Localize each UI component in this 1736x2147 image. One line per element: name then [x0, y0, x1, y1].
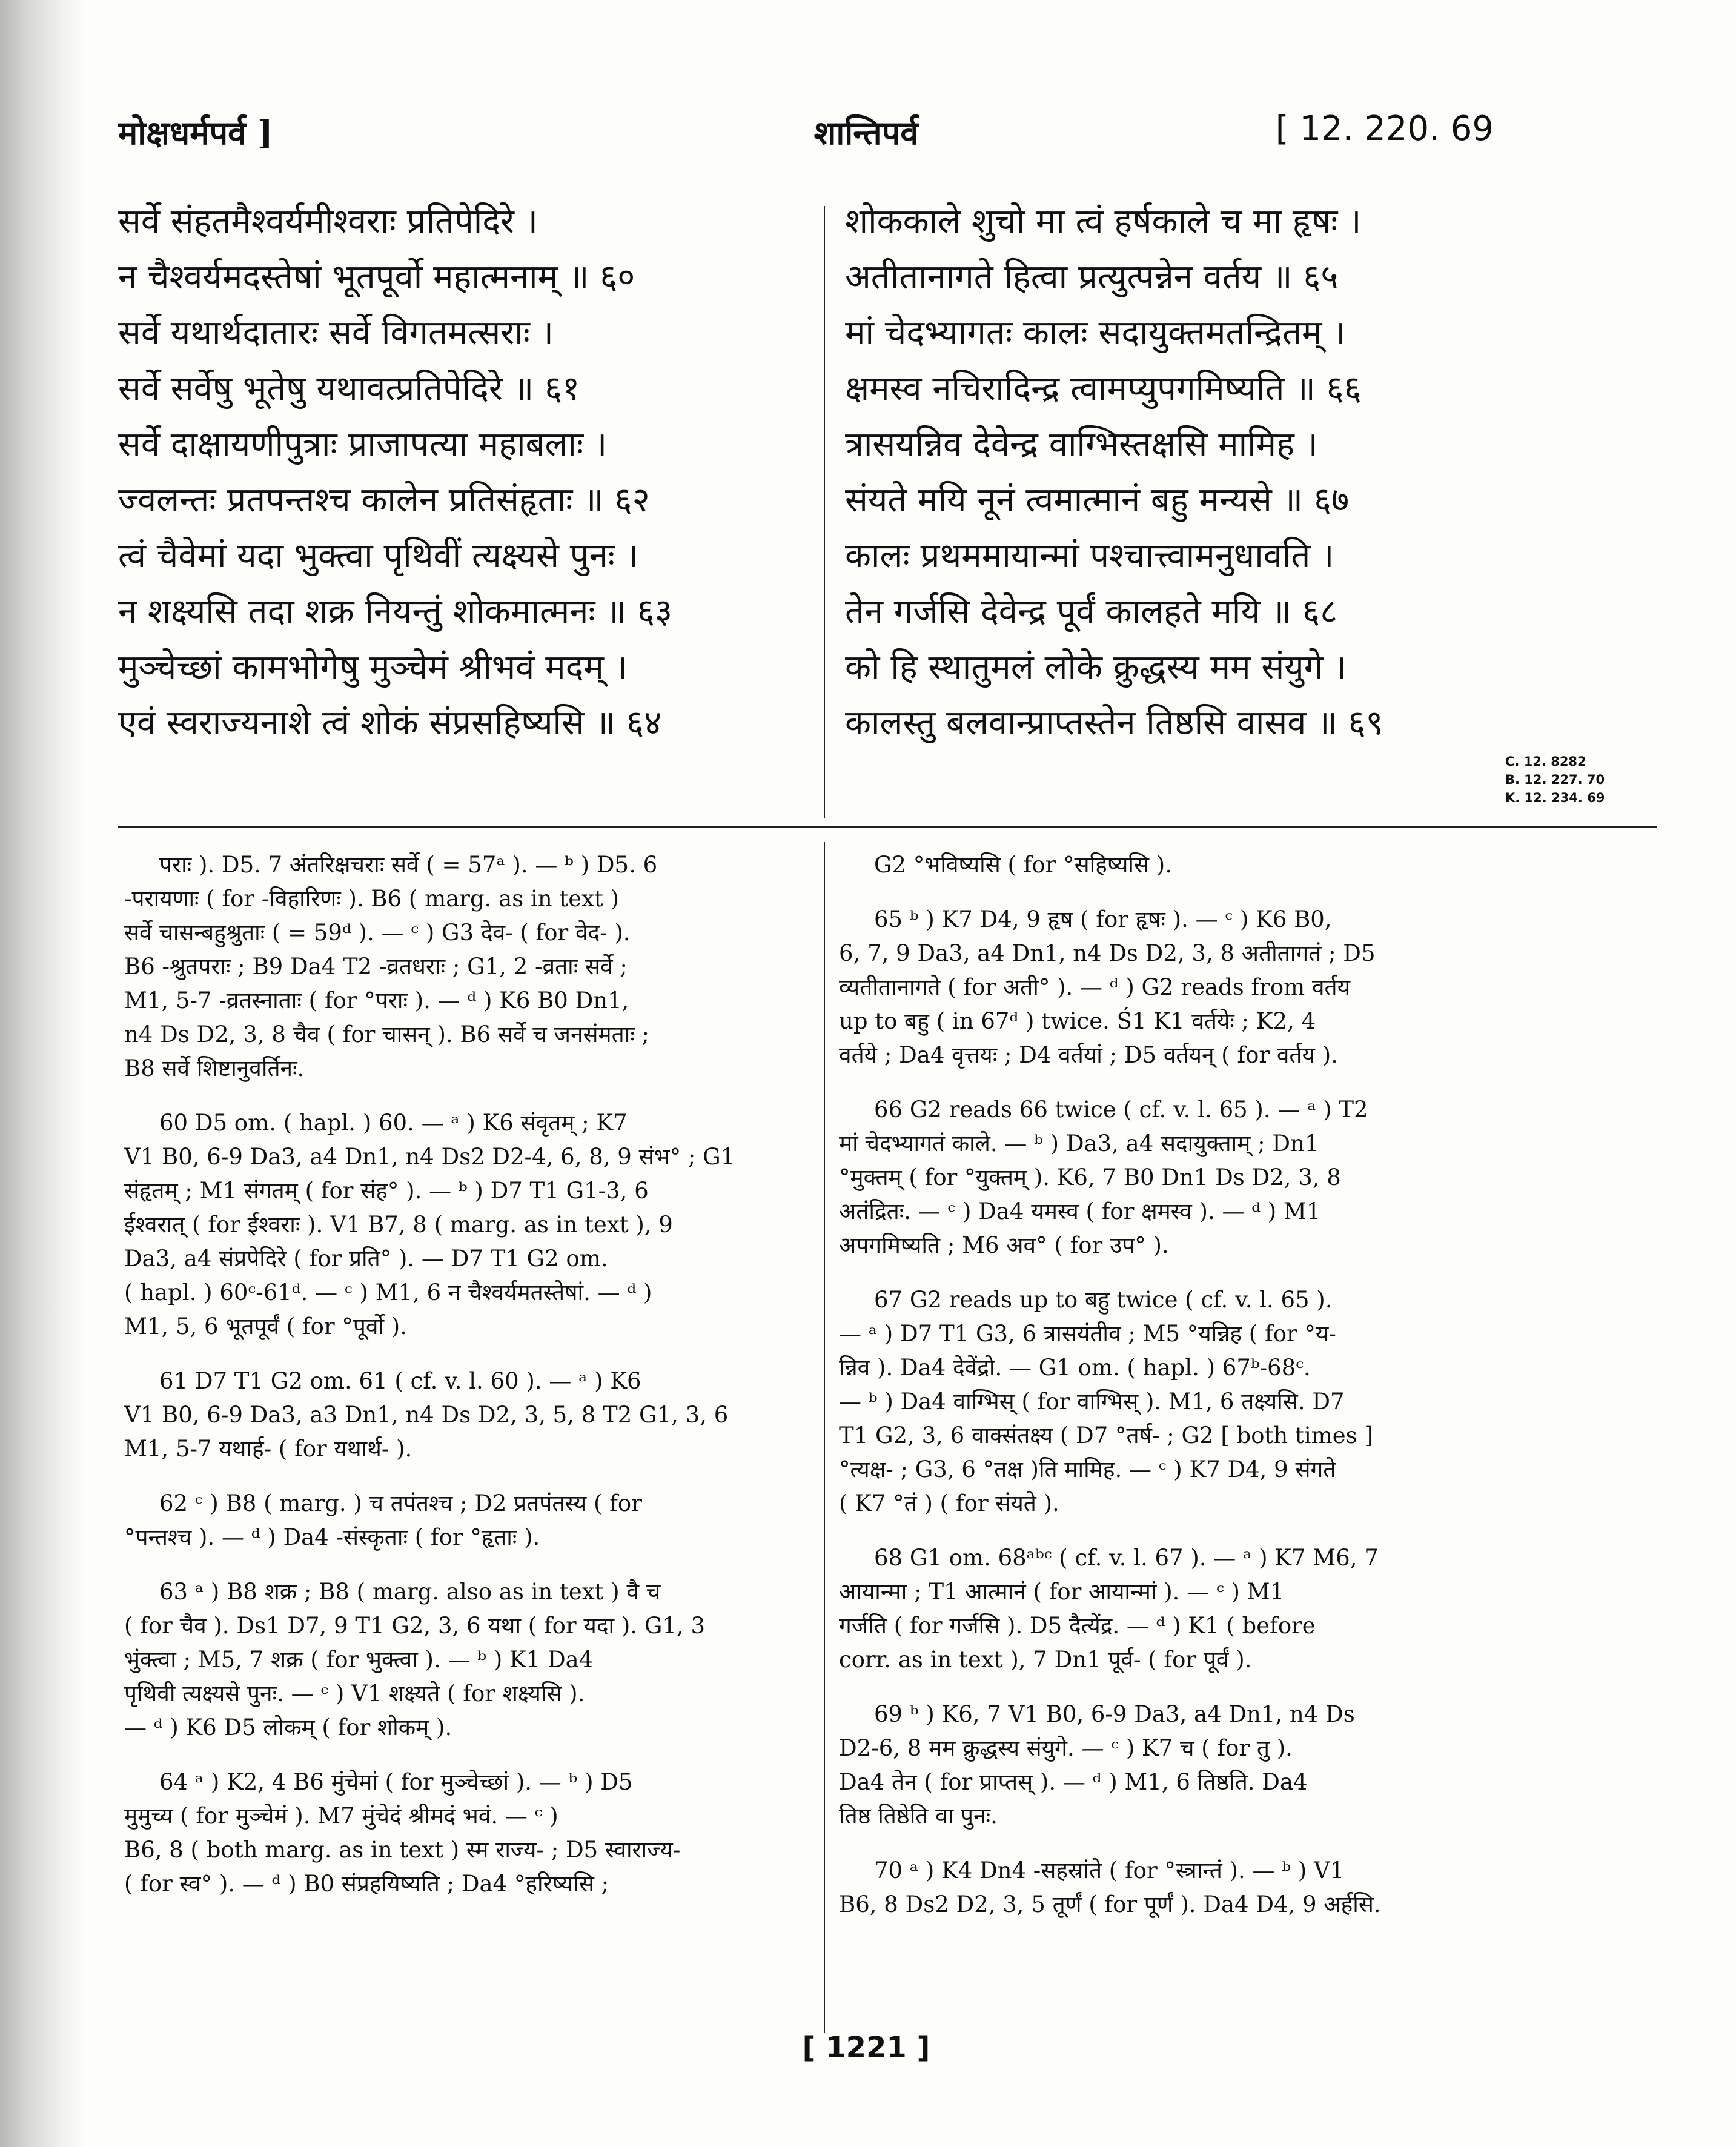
note-line: n4 Ds D2, 3, 8 चैव ( for चासन् ). B6 सर्वे च जनसंमताः ; — [124, 1021, 650, 1047]
note-paragraph — [839, 848, 1493, 882]
verse-line: अतीतानागते हित्वा प्रत्युत्पन्नेन वर्तय ॥ ६५ — [845, 257, 1339, 297]
verse-column-left — [118, 194, 803, 751]
concordance-margin — [1505, 752, 1651, 807]
verse-line: त्वं चैवेमां यदा भुक्त्वा पृथिवीं त्यक्ष्यसे पुनः । — [118, 536, 638, 576]
note-line: तिष्ठ तिष्ठेति वा पुनः. — [839, 1803, 998, 1829]
verse-line: सर्वे दाक्षायणीपुत्राः प्राजापत्या महाबलाः । — [118, 425, 608, 464]
note-paragraph — [839, 1093, 1493, 1263]
note-line: B6, 8 Ds2 D2, 3, 5 तूर्णं ( for पूर्णं ). Da4 D4, 9 अर्हसि. — [839, 1891, 1381, 1917]
verse-line: को हि स्थातुमलं लोके क्रुद्धस्य मम संयुगे । — [845, 648, 1347, 687]
running-head-title: शान्तिपर्व — [813, 113, 919, 152]
note-line: संहृतम् ; M1 संगतम् ( for संह° ). — ᵇ ) D7 T1 G1-3, 6 — [124, 1178, 649, 1204]
note-line: °मुक्तम् ( for °युक्तम् ). K6, 7 B0 Dn1 Ds D2, 3, 8 — [839, 1164, 1341, 1190]
note-line: 66 G2 reads 66 twice ( cf. v. l. 65 ). — ᵃ ) T2 — [874, 1097, 1368, 1123]
verse-line: कालस्तु बलवान्प्राप्तस्तेन तिष्ठसि वासव ॥ ६९ — [845, 703, 1383, 743]
note-line: पराः ). D5. 7 अंतरिक्षचराः सर्वे ( = 57ᵃ ). — ᵇ ) D5. 6 — [159, 852, 658, 878]
column-divider-verses — [824, 206, 825, 818]
note-line: 68 G1 om. 68ᵃᵇᶜ ( cf. v. l. 67 ). — ᵃ ) K7 M6, 7 — [874, 1545, 1379, 1571]
verse-line: त्रासयन्निव देवेन्द्र वाग्भिस्तक्षसि मामिह । — [845, 425, 1318, 464]
note-line: 70 ᵃ ) K4 Dn4 -सहस्रांते ( for °स्त्रान्तं ). — ᵇ ) V1 — [874, 1857, 1345, 1883]
note-line: V1 B0, 6-9 Da3, a4 Dn1, n4 Ds2 D2-4, 6, 8, 9 संभ° ; G1 — [124, 1144, 735, 1170]
note-line: व्यतीतानागते ( for अती° ). — ᵈ ) G2 reads from वर्तय — [839, 974, 1351, 1000]
note-line: — ᵇ ) Da4 वाग्भिस् ( for वाग्भिस् ). M1, 6 तक्ष्यसि. D7 — [839, 1389, 1345, 1415]
note-line: G2 °भविष्यसि ( for °सहिष्यसि ). — [874, 852, 1172, 878]
running-head-left: मोक्षधर्मपर्व ] — [118, 113, 273, 152]
note-paragraph — [839, 1541, 1493, 1677]
note-line: 62 ᶜ ) B8 ( marg. ) च तपंतश्च ; D2 प्रतपंतस्य ( for — [159, 1490, 642, 1516]
verse-line: ज्वलन्तः प्रतपन्तश्च कालेन प्रतिसंहृताः ॥ ६२ — [118, 480, 650, 520]
note-line: M1, 5-7 यथार्ह- ( for यथार्थ- ). — [124, 1436, 412, 1462]
verse-line: संयते मयि नूनं त्वमात्मानं बहु मन्यसे ॥ ६७ — [845, 480, 1350, 520]
note-line: पृथिवी त्यक्ष्यसे पुनः. — ᶜ ) V1 शक्ष्यते ( for शक्ष्यसि ). — [124, 1681, 585, 1707]
note-line: 60 D5 om. ( hapl. ) 60. — ᵃ ) K6 संवृतम् ; K7 — [159, 1110, 628, 1136]
note-line: corr. as in text ), 7 Dn1 पूर्व- ( for पूर्वं ). — [839, 1647, 1252, 1673]
verse-line: एवं स्वराज्यनाशे त्वं शोकं संप्रसहिष्यसि ॥ ६४ — [118, 703, 662, 743]
note-line: मां चेदभ्यागतं काले. — ᵇ ) Da3, a4 सदायुक्ताम् ; Dn1 — [839, 1130, 1319, 1156]
concordance-bombay: B. 12. 227. 70 — [1505, 772, 1605, 787]
verse-column-right — [845, 194, 1493, 751]
note-line: Da4 तेन ( for प्राप्तस् ). — ᵈ ) M1, 6 तिष्ठति. Da4 — [839, 1769, 1308, 1795]
verse-line: कालः प्रथममायान्मां पश्चात्त्वामनुधावति । — [845, 536, 1334, 576]
note-line: B6 -श्रुतपराः ; B9 Da4 T2 -व्रतधराः ; G1, 2 -व्रताः सर्वे ; — [124, 954, 628, 980]
note-line: M1, 5-7 -व्रतस्नाताः ( for °पराः ). — ᵈ ) K6 B0 Dn1, — [124, 987, 629, 1014]
note-line: 6, 7, 9 Da3, a4 Dn1, n4 Ds D2, 3, 8 अतीतागतं ; D5 — [839, 940, 1376, 966]
note-paragraph — [124, 1106, 812, 1344]
note-line: ( K7 °तं ) ( for संयते ). — [839, 1490, 1059, 1516]
note-paragraph — [839, 1697, 1493, 1833]
note-line: M1, 5, 6 भूतपूर्वं ( for °पूर्वो ). — [124, 1313, 408, 1339]
note-line: 65 ᵇ ) K7 D4, 9 हृष ( for हृषः ). — ᶜ ) K6 B0, — [874, 906, 1332, 932]
note-line: T1 G2, 3, 6 वाक्संतक्ष्य ( D7 °तर्ष- ; G2 [ both times ] — [839, 1422, 1373, 1448]
critical-notes-right — [839, 848, 1493, 1942]
note-line: D2-6, 8 मम क्रुद्धस्य संयुगे. — ᶜ ) K7 च ( for तु ). — [839, 1735, 1293, 1761]
note-line: भुंक्त्वा ; M5, 7 शक्र ( for भुक्त्वा ). — ᵇ ) K1 Da4 — [124, 1647, 594, 1673]
note-paragraph — [839, 1283, 1493, 1521]
verse-line: सर्वे यथार्थदातारः सर्वे विगतमत्सराः । — [118, 313, 554, 353]
note-line: V1 B0, 6-9 Da3, a3 Dn1, n4 Ds D2, 3, 5, 8 T2 G1, 3, 6 — [124, 1402, 729, 1428]
note-paragraph — [124, 848, 812, 1086]
note-line: गर्जति ( for गर्जसि ). D5 दैत्येंद्र. — ᵈ ) K1 ( before — [839, 1613, 1316, 1639]
note-paragraph — [124, 1765, 812, 1901]
note-line: B6, 8 ( both marg. as in text ) स्म राज्य- ; D5 स्वाराज्य- — [124, 1837, 681, 1863]
note-paragraph — [124, 1364, 812, 1466]
note-paragraph — [839, 903, 1493, 1072]
text-notes-divider — [118, 826, 1657, 828]
note-line: आयान्मा ; T1 आत्मानं ( for आयान्मां ). — ᶜ ) M1 — [839, 1579, 1285, 1605]
note-line: -परायणाः ( for -विहारिणः ). B6 ( marg. as in text ) — [124, 886, 620, 912]
note-line: — ᵈ ) K6 D5 लोकम् ( for शोकम् ). — [124, 1714, 452, 1740]
critical-notes-left — [124, 848, 812, 1922]
note-paragraph — [124, 1487, 812, 1555]
note-line: 64 ᵃ ) K2, 4 B6 मुंचेमां ( for मुञ्चेच्छां ). — ᵇ ) D5 — [159, 1769, 633, 1795]
note-line: °त्यक्ष- ; G3, 6 °तक्ष )ति मामिह. — ᶜ ) K7 D4, 9 संगते — [839, 1456, 1336, 1482]
verse-line: मुञ्चेच्छां कामभोगेषु मुञ्चेमं श्रीभवं मदम् । — [118, 648, 628, 687]
concordance-calcutta: C. 12. 8282 — [1505, 754, 1586, 769]
note-line: ( for चैव ). Ds1 D7, 9 T1 G2, 3, 6 यथा ( for यदा ). G1, 3 — [124, 1613, 705, 1639]
note-line: अपगमिष्यति ; M6 अव° ( for उप° ). — [839, 1232, 1169, 1258]
note-line: B8 सर्वे शिष्टानुवर्तिनः. — [124, 1055, 305, 1081]
verse-line: शोककाले शुचो मा त्वं हर्षकाले च मा हृषः । — [845, 202, 1362, 241]
note-line: up to बहु ( in 67ᵈ ) twice. Ś1 K1 वर्तयेः ; K2, 4 — [839, 1008, 1316, 1034]
note-line: 69 ᵇ ) K6, 7 V1 B0, 6-9 Da3, a4 Dn1, n4 Ds — [874, 1701, 1355, 1727]
note-line: 61 D7 T1 G2 om. 61 ( cf. v. l. 60 ). — ᵃ ) K6 — [159, 1368, 641, 1394]
note-line: ( for स्व° ). — ᵈ ) B0 संप्रहयिष्यति ; Da4 °हरिष्यसि ; — [124, 1871, 609, 1897]
verse-line: न शक्ष्यसि तदा शक्र नियन्तुं शोकमात्मनः ॥ ६३ — [118, 592, 672, 631]
verse-line: तेन गर्जसि देवेन्द्र पूर्वं कालहते मयि ॥ ६८ — [845, 592, 1338, 631]
note-line: न्निव ). Da4 देवेंद्रो. — G1 om. ( hapl. ) 67ᵇ-68ᶜ. — [839, 1355, 1311, 1381]
verse-line: क्षमस्व नचिरादिन्द्र त्वामप्युपगमिष्यति ॥ ६६ — [845, 369, 1362, 408]
concordance-kumbhakonam: K. 12. 234. 69 — [1505, 791, 1605, 805]
note-line: °पन्तश्च ). — ᵈ ) Da4 -संस्कृताः ( for °हृताः ). — [124, 1524, 540, 1550]
note-line: अतंद्रितः. — ᶜ ) Da4 यमस्व ( for क्षमस्व ). — ᵈ ) M1 — [839, 1198, 1321, 1224]
note-line: — ᵃ ) D7 T1 G3, 6 त्रासयंतीव ; M5 °यन्निह ( for °य- — [839, 1321, 1336, 1347]
note-line: ( hapl. ) 60ᶜ-61ᵈ. — ᶜ ) M1, 6 न चैश्वर्यमतस्तेषां. — ᵈ ) — [124, 1279, 652, 1306]
scan-edge-shadow — [0, 0, 85, 2147]
note-line: ईश्वरात् ( for ईश्वराः ). V1 B7, 8 ( marg. as in text ), 9 — [124, 1212, 673, 1238]
note-line: 67 G2 reads up to बहु twice ( cf. v. l. 65 ). — [874, 1287, 1333, 1313]
note-line: सर्वे चासन्बहुश्रुताः ( = 59ᵈ ). — ᶜ ) G3 देव- ( for वेद- ). — [124, 920, 631, 946]
running-head-reference: [ 12. 220. 69 — [1275, 109, 1494, 148]
verse-line: न चैश्वर्यमदस्तेषां भूतपूर्वो महात्मनाम् ॥ ६० — [118, 257, 635, 297]
column-divider-notes — [824, 842, 825, 2033]
page-number: [ 1221 ] — [802, 2031, 930, 2065]
verse-line: मां चेदभ्यागतः कालः सदायुक्तमतन्द्रितम् । — [845, 313, 1346, 353]
note-line: मुमुच्य ( for मुञ्चेमं ). M7 मुंचेदं श्रीमदं भवं. — ᶜ ) — [124, 1803, 558, 1829]
note-line: 63 ᵃ ) B8 शक्र ; B8 ( marg. also as in text ) वै च — [159, 1579, 661, 1605]
note-paragraph — [124, 1575, 812, 1745]
note-line: Da3, a4 संप्रपेदिरे ( for प्रति° ). — D7 T1 G2 om. — [124, 1246, 608, 1272]
note-paragraph — [839, 1854, 1493, 1922]
verse-line: सर्वे सर्वेषु भूतेषु यथावत्प्रतिपेदिरे ॥ ६१ — [118, 369, 580, 408]
verse-line: सर्वे संहतमैश्वर्यमीश्वराः प्रतिपेदिरे । — [118, 202, 538, 241]
note-line: वर्तये ; Da4 वृत्तयः ; D4 वर्तयां ; D5 वर्तयन् ( for वर्तय ). — [839, 1042, 1338, 1068]
